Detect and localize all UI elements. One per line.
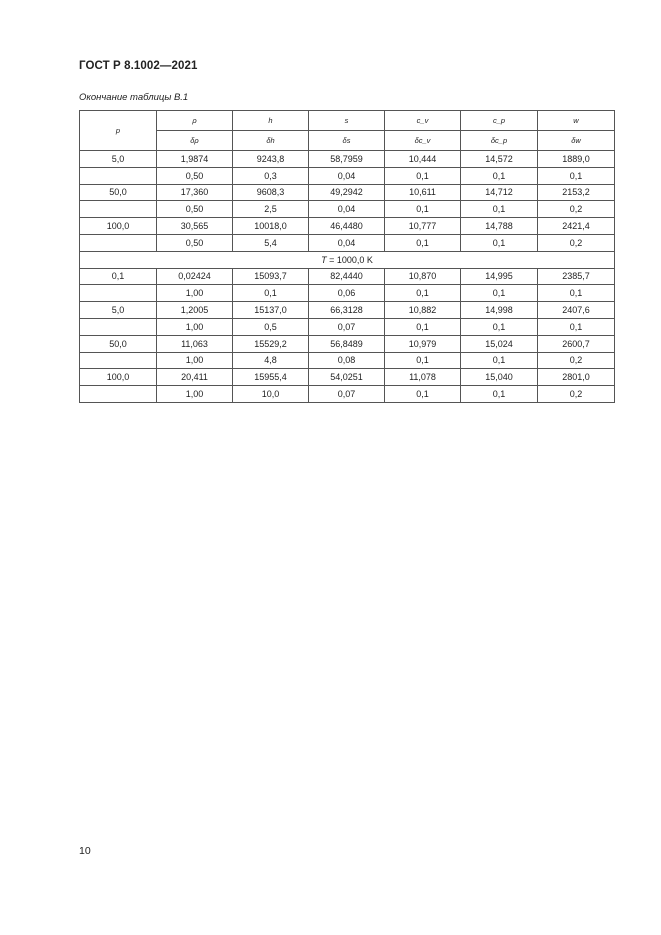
cell-value: 0,07 <box>309 386 385 403</box>
cell-value: 46,4480 <box>309 218 385 235</box>
cell-p <box>80 167 157 184</box>
cell-value: 0,1 <box>461 234 538 251</box>
temperature-value: = 1000,0 K <box>326 254 373 265</box>
cell-value: 10018,0 <box>233 218 309 235</box>
header-w: w <box>538 111 615 131</box>
cell-value: 0,1 <box>461 386 538 403</box>
cell-p <box>80 352 157 369</box>
cell-value: 10,882 <box>385 302 461 319</box>
cell-value: 0,3 <box>233 167 309 184</box>
table-row <box>80 369 615 386</box>
header-delta-cv: δc_v <box>385 131 461 151</box>
cell-value: 4,8 <box>233 352 309 369</box>
cell-value: 15529,2 <box>233 335 309 352</box>
cell-value: 10,979 <box>385 335 461 352</box>
table-body <box>80 151 615 403</box>
table-row <box>80 386 615 403</box>
table-row <box>80 184 615 201</box>
table-header-row-top <box>80 111 615 131</box>
cell-value: 0,50 <box>157 201 233 218</box>
header-s: s <box>309 111 385 131</box>
cell-value: 0,50 <box>157 167 233 184</box>
cell-p: 0,1 <box>80 268 157 285</box>
cell-value: 0,04 <box>309 234 385 251</box>
cell-value: 0,1 <box>538 167 615 184</box>
cell-value: 0,1 <box>461 352 538 369</box>
cell-value: 1,2005 <box>157 302 233 319</box>
cell-value: 10,870 <box>385 268 461 285</box>
cell-value: 0,1 <box>233 285 309 302</box>
cell-value: 0,02424 <box>157 268 233 285</box>
header-delta-cp: δc_p <box>461 131 538 151</box>
cell-value: 0,1 <box>461 201 538 218</box>
cell-value: 2600,7 <box>538 335 615 352</box>
page-number: 10 <box>79 845 91 857</box>
header-delta-w: δw <box>538 131 615 151</box>
table-row <box>80 352 615 369</box>
cell-value: 2801,0 <box>538 369 615 386</box>
cell-value: 0,5 <box>233 318 309 335</box>
cell-value: 0,1 <box>385 285 461 302</box>
cell-value: 10,611 <box>385 184 461 201</box>
cell-value: 2,5 <box>233 201 309 218</box>
table-row <box>80 218 615 235</box>
cell-value: 1,00 <box>157 318 233 335</box>
temperature-cell <box>80 251 615 268</box>
cell-value: 0,1 <box>385 201 461 218</box>
cell-p <box>80 201 157 218</box>
cell-value: 15093,7 <box>233 268 309 285</box>
cell-value: 1,00 <box>157 285 233 302</box>
cell-value: 20,411 <box>157 369 233 386</box>
cell-value: 1,9874 <box>157 151 233 168</box>
cell-value: 0,1 <box>385 352 461 369</box>
table-caption: Окончание таблицы В.1 <box>79 92 189 103</box>
cell-value: 0,06 <box>309 285 385 302</box>
cell-value: 14,712 <box>461 184 538 201</box>
cell-value: 66,3128 <box>309 302 385 319</box>
cell-value: 15137,0 <box>233 302 309 319</box>
cell-p <box>80 318 157 335</box>
cell-value: 0,50 <box>157 234 233 251</box>
cell-value: 56,8489 <box>309 335 385 352</box>
cell-value: 14,788 <box>461 218 538 235</box>
cell-value: 11,063 <box>157 335 233 352</box>
cell-value: 0,1 <box>385 386 461 403</box>
cell-value: 15,040 <box>461 369 538 386</box>
cell-value: 2385,7 <box>538 268 615 285</box>
cell-value: 82,4440 <box>309 268 385 285</box>
header-rho: ρ <box>157 111 233 131</box>
cell-value: 58,7959 <box>309 151 385 168</box>
cell-p <box>80 285 157 302</box>
table-row <box>80 335 615 352</box>
cell-value: 5,4 <box>233 234 309 251</box>
table-header-row-bottom <box>80 131 615 151</box>
cell-p <box>80 234 157 251</box>
cell-value: 10,777 <box>385 218 461 235</box>
cell-value: 1,00 <box>157 386 233 403</box>
cell-value: 17,360 <box>157 184 233 201</box>
cell-value: 1889,0 <box>538 151 615 168</box>
cell-value: 49,2942 <box>309 184 385 201</box>
table-row <box>80 318 615 335</box>
cell-value: 2153,2 <box>538 184 615 201</box>
cell-value: 1,00 <box>157 352 233 369</box>
table-row <box>80 285 615 302</box>
cell-p: 5,0 <box>80 151 157 168</box>
cell-p: 5,0 <box>80 302 157 319</box>
cell-value: 0,07 <box>309 318 385 335</box>
table-row <box>80 151 615 168</box>
header-p: p <box>80 111 157 151</box>
document-id-header: ГОСТ Р 8.1002—2021 <box>79 60 198 72</box>
cell-value: 0,1 <box>385 234 461 251</box>
cell-value: 30,565 <box>157 218 233 235</box>
cell-value: 0,1 <box>461 285 538 302</box>
cell-value: 0,2 <box>538 352 615 369</box>
cell-value: 10,444 <box>385 151 461 168</box>
cell-p: 50,0 <box>80 184 157 201</box>
cell-value: 10,0 <box>233 386 309 403</box>
cell-value: 0,1 <box>538 318 615 335</box>
cell-value: 2421,4 <box>538 218 615 235</box>
header-cp: c_p <box>461 111 538 131</box>
cell-value: 54,0251 <box>309 369 385 386</box>
table-row <box>80 302 615 319</box>
temperature-symbol: T <box>321 254 327 265</box>
cell-value: 9243,8 <box>233 151 309 168</box>
cell-p: 100,0 <box>80 218 157 235</box>
header-h: h <box>233 111 309 131</box>
cell-p: 50,0 <box>80 335 157 352</box>
data-table <box>79 110 615 403</box>
cell-value: 0,2 <box>538 386 615 403</box>
cell-value: 14,572 <box>461 151 538 168</box>
table-row <box>80 268 615 285</box>
cell-value: 0,1 <box>461 318 538 335</box>
cell-value: 0,08 <box>309 352 385 369</box>
table-row <box>80 167 615 184</box>
header-cv: c_v <box>385 111 461 131</box>
cell-value: 0,1 <box>538 285 615 302</box>
cell-value: 2407,6 <box>538 302 615 319</box>
cell-value: 0,1 <box>385 318 461 335</box>
header-delta-s: δs <box>309 131 385 151</box>
cell-value: 15955,4 <box>233 369 309 386</box>
cell-value: 11,078 <box>385 369 461 386</box>
cell-value: 9608,3 <box>233 184 309 201</box>
cell-value: 14,995 <box>461 268 538 285</box>
cell-value: 0,04 <box>309 167 385 184</box>
table-row <box>80 201 615 218</box>
cell-value: 0,2 <box>538 234 615 251</box>
cell-p <box>80 386 157 403</box>
cell-value: 0,04 <box>309 201 385 218</box>
table-row <box>80 234 615 251</box>
cell-value: 0,1 <box>461 167 538 184</box>
header-delta-rho: δρ <box>157 131 233 151</box>
header-delta-h: δh <box>233 131 309 151</box>
cell-value: 0,1 <box>385 167 461 184</box>
cell-p: 100,0 <box>80 369 157 386</box>
cell-value: 14,998 <box>461 302 538 319</box>
temperature-row <box>80 251 615 268</box>
cell-value: 15,024 <box>461 335 538 352</box>
cell-value: 0,2 <box>538 201 615 218</box>
